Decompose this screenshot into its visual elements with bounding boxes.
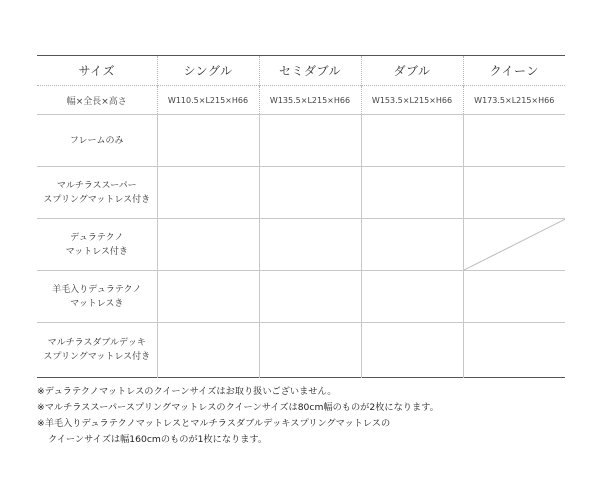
row-label-line: デュラテクノ: [70, 232, 124, 243]
note-duratechno-queen: ※デュラテクノマットレスのクイーンサイズはお取り扱いございません。: [37, 386, 337, 397]
cell-queen: [463, 167, 565, 219]
header-double: ダブル: [361, 56, 463, 86]
row-label-wool-duratechno: [37, 271, 157, 323]
cell-single: [157, 167, 259, 219]
note-queen-160cm: クイーンサイズは幅160cmのものが1枚になります。: [48, 434, 268, 445]
row-wool-duratechno: [37, 271, 565, 323]
unavailable-slash-icon: [464, 219, 566, 270]
row-label-multilath-double-deck: [37, 323, 157, 378]
cell-single: [157, 115, 259, 167]
dimensions-queen: W173.5×L215×H66: [463, 86, 565, 115]
size-table: [37, 55, 565, 378]
cell-single: [157, 271, 259, 323]
row-frame-only: [37, 115, 565, 167]
row-label-frame-only: [37, 115, 157, 167]
note-multilath-super-queen: ※マルチラススーパースプリングマットレスのクイーンサイズは80cm幅のものが2枚になります。: [37, 402, 439, 413]
dimensions-single: W110.5×L215×H66: [157, 86, 259, 115]
cell-queen: [463, 115, 565, 167]
cell-semi-double: [259, 271, 361, 323]
cell-queen: [463, 271, 565, 323]
notes: [37, 384, 577, 448]
header-row: [37, 56, 565, 86]
row-duratechno: [37, 219, 565, 271]
row-label-line: マットレス付き: [65, 246, 128, 257]
cell-double: [361, 167, 463, 219]
row-multilath-double-deck: [37, 323, 565, 378]
cell-queen-unavailable: [463, 219, 565, 271]
cell-semi-double: [259, 323, 361, 378]
header-queen: クイーン: [463, 56, 565, 86]
row-label-line: マットレスき: [70, 298, 124, 309]
header-size-label: サイズ: [78, 64, 116, 78]
cell-queen: [463, 323, 565, 378]
cell-semi-double: [259, 167, 361, 219]
cell-single: [157, 323, 259, 378]
row-label-line: フレームのみ: [69, 135, 124, 146]
row-label-multilath-super-spring: [37, 167, 157, 219]
dimensions-semi-double: W135.5×L215×H66: [259, 86, 361, 115]
cell-single: [157, 219, 259, 271]
dimensions-label: 幅×全長×高さ: [66, 96, 127, 107]
row-label-line: マルチラスダブルデッキ: [47, 338, 146, 348]
row-label-duratechno: [37, 219, 157, 271]
row-label-line: スプリングマットレス付き: [43, 352, 151, 362]
header-single: シングル: [157, 56, 259, 86]
note-wool-double-deck: ※羊毛入りデュラテクノマットレスとマルチラスダブルデッキスプリングマットレスの: [37, 418, 391, 429]
cell-double: [361, 115, 463, 167]
cell-double: [361, 323, 463, 378]
row-label-line: マルチラススーパー: [56, 180, 137, 191]
row-multilath-super-spring: [37, 167, 565, 219]
cell-double: [361, 219, 463, 271]
row-label-line: スプリングマットレス付き: [43, 194, 151, 205]
cell-semi-double: [259, 219, 361, 271]
cell-double: [361, 271, 463, 323]
header-semi-double: セミダブル: [259, 56, 361, 86]
row-label-line: 羊毛入りデュラテクノ: [52, 284, 142, 295]
dimensions-double: W153.5×L215×H66: [361, 86, 463, 115]
cell-semi-double: [259, 115, 361, 167]
dimensions-row: [37, 86, 565, 115]
